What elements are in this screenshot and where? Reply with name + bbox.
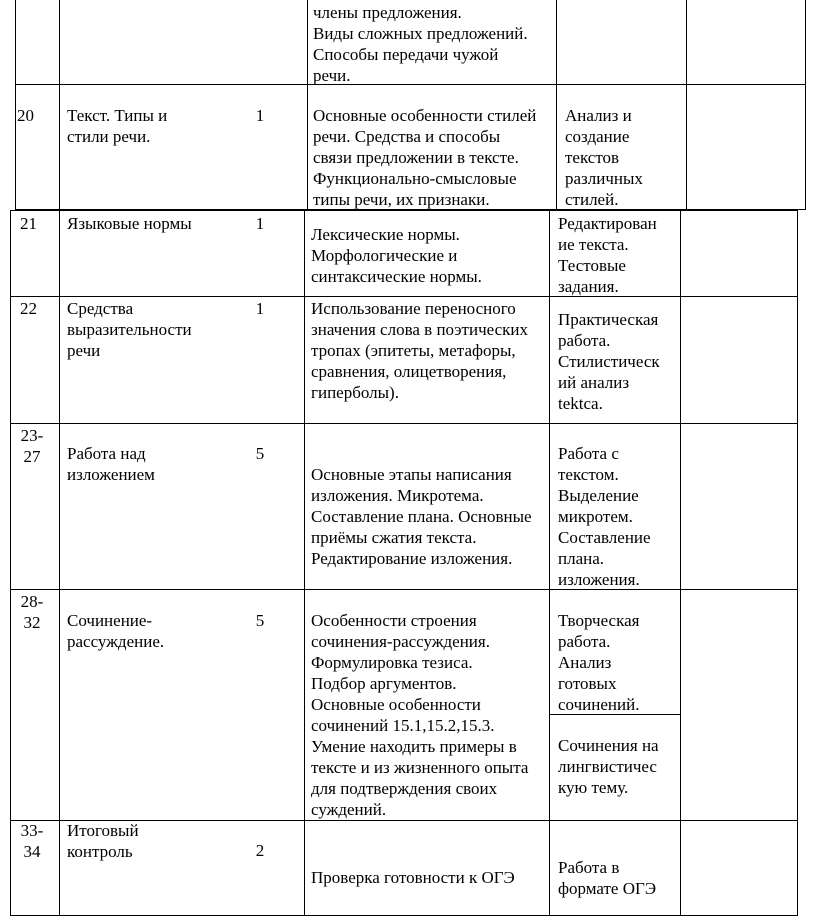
topic-content: Особенности строения сочинения-рассуждения. Формулировка тезиса. Подбор аргументов. Основные особенности сочинений 15.1,15.2,15.3. Умение находить примеры в тексте и из жизненного опыта для подтверждения своих суждений. [311, 611, 529, 819]
row-number: 21 [20, 214, 37, 233]
hours: 2 [255, 841, 265, 860]
activity: Сочинения на лингвистичес кую тему. [558, 736, 659, 797]
topic-title: Итоговый контроль [67, 821, 139, 861]
topic-title: Текст. Типы и стили речи. [67, 106, 168, 146]
activity: Практическая работа. Стилистическ ий анализ tektca. [558, 310, 660, 413]
row-number: 33- 34 [20, 821, 44, 861]
table-border [680, 210, 681, 916]
table-border [556, 0, 557, 210]
topic-content: Основные особенности стилей речи. Средства и способы связи предложении в тексте. Функционально-смысловые типы речи, их признаки. [313, 106, 537, 209]
topic-content: Лексические нормы. Морфологические и синтаксические нормы. [311, 225, 482, 286]
hours: 1 [255, 106, 265, 125]
row-number: 22 [20, 299, 37, 318]
table-border [805, 0, 806, 210]
activity: Анализ и создание текстов различных стилей. [565, 106, 643, 209]
table-border [15, 0, 16, 210]
table-border [797, 210, 798, 916]
hours: 5 [255, 444, 265, 463]
table-border [10, 423, 798, 424]
topic-content: члены предложения. Виды сложных предложений. Способы передачи чужой речи. [313, 3, 528, 85]
topic-title: Средства выразительности речи [67, 299, 192, 360]
table-border [686, 0, 687, 210]
topic-title: Языковые нормы [67, 214, 192, 233]
topic-title: Сочинение- рассуждение. [67, 611, 165, 651]
table-border [59, 210, 60, 916]
table-border [10, 915, 798, 916]
row-number: 23- 27 [20, 426, 44, 466]
table-border [10, 210, 11, 916]
activity: Работа в формате ОГЭ [558, 858, 657, 898]
activity: Творческая работа. Анализ готовых сочинений. [558, 611, 640, 714]
hours: 1 [255, 214, 265, 233]
row-number: 28- 32 [20, 592, 44, 632]
table-border [10, 210, 798, 211]
topic-content: Проверка готовности к ОГЭ [311, 868, 515, 887]
table-border [549, 210, 550, 916]
activity: Редактирован ие текста. Тестовые задания. [558, 214, 657, 296]
hours: 5 [255, 611, 265, 630]
row-number: 20 [17, 106, 34, 125]
table-border [59, 0, 60, 210]
activity: Работа с текстом. Выделение микротем. Составление плана. изложения. [558, 444, 651, 589]
table-border [304, 210, 305, 916]
topic-title: Работа над изложением [67, 444, 155, 484]
table-border [307, 0, 308, 210]
topic-content: Основные этапы написания изложения. Микротема. Составление плана. Основные приёмы сжатия текста. Редактирование изложения. [311, 465, 532, 568]
topic-content: Использование переносного значения слова в поэтических тропах (эпитеты, метафоры, сравнения, олицетворения, гиперболы). [311, 299, 528, 402]
hours: 1 [255, 299, 265, 318]
